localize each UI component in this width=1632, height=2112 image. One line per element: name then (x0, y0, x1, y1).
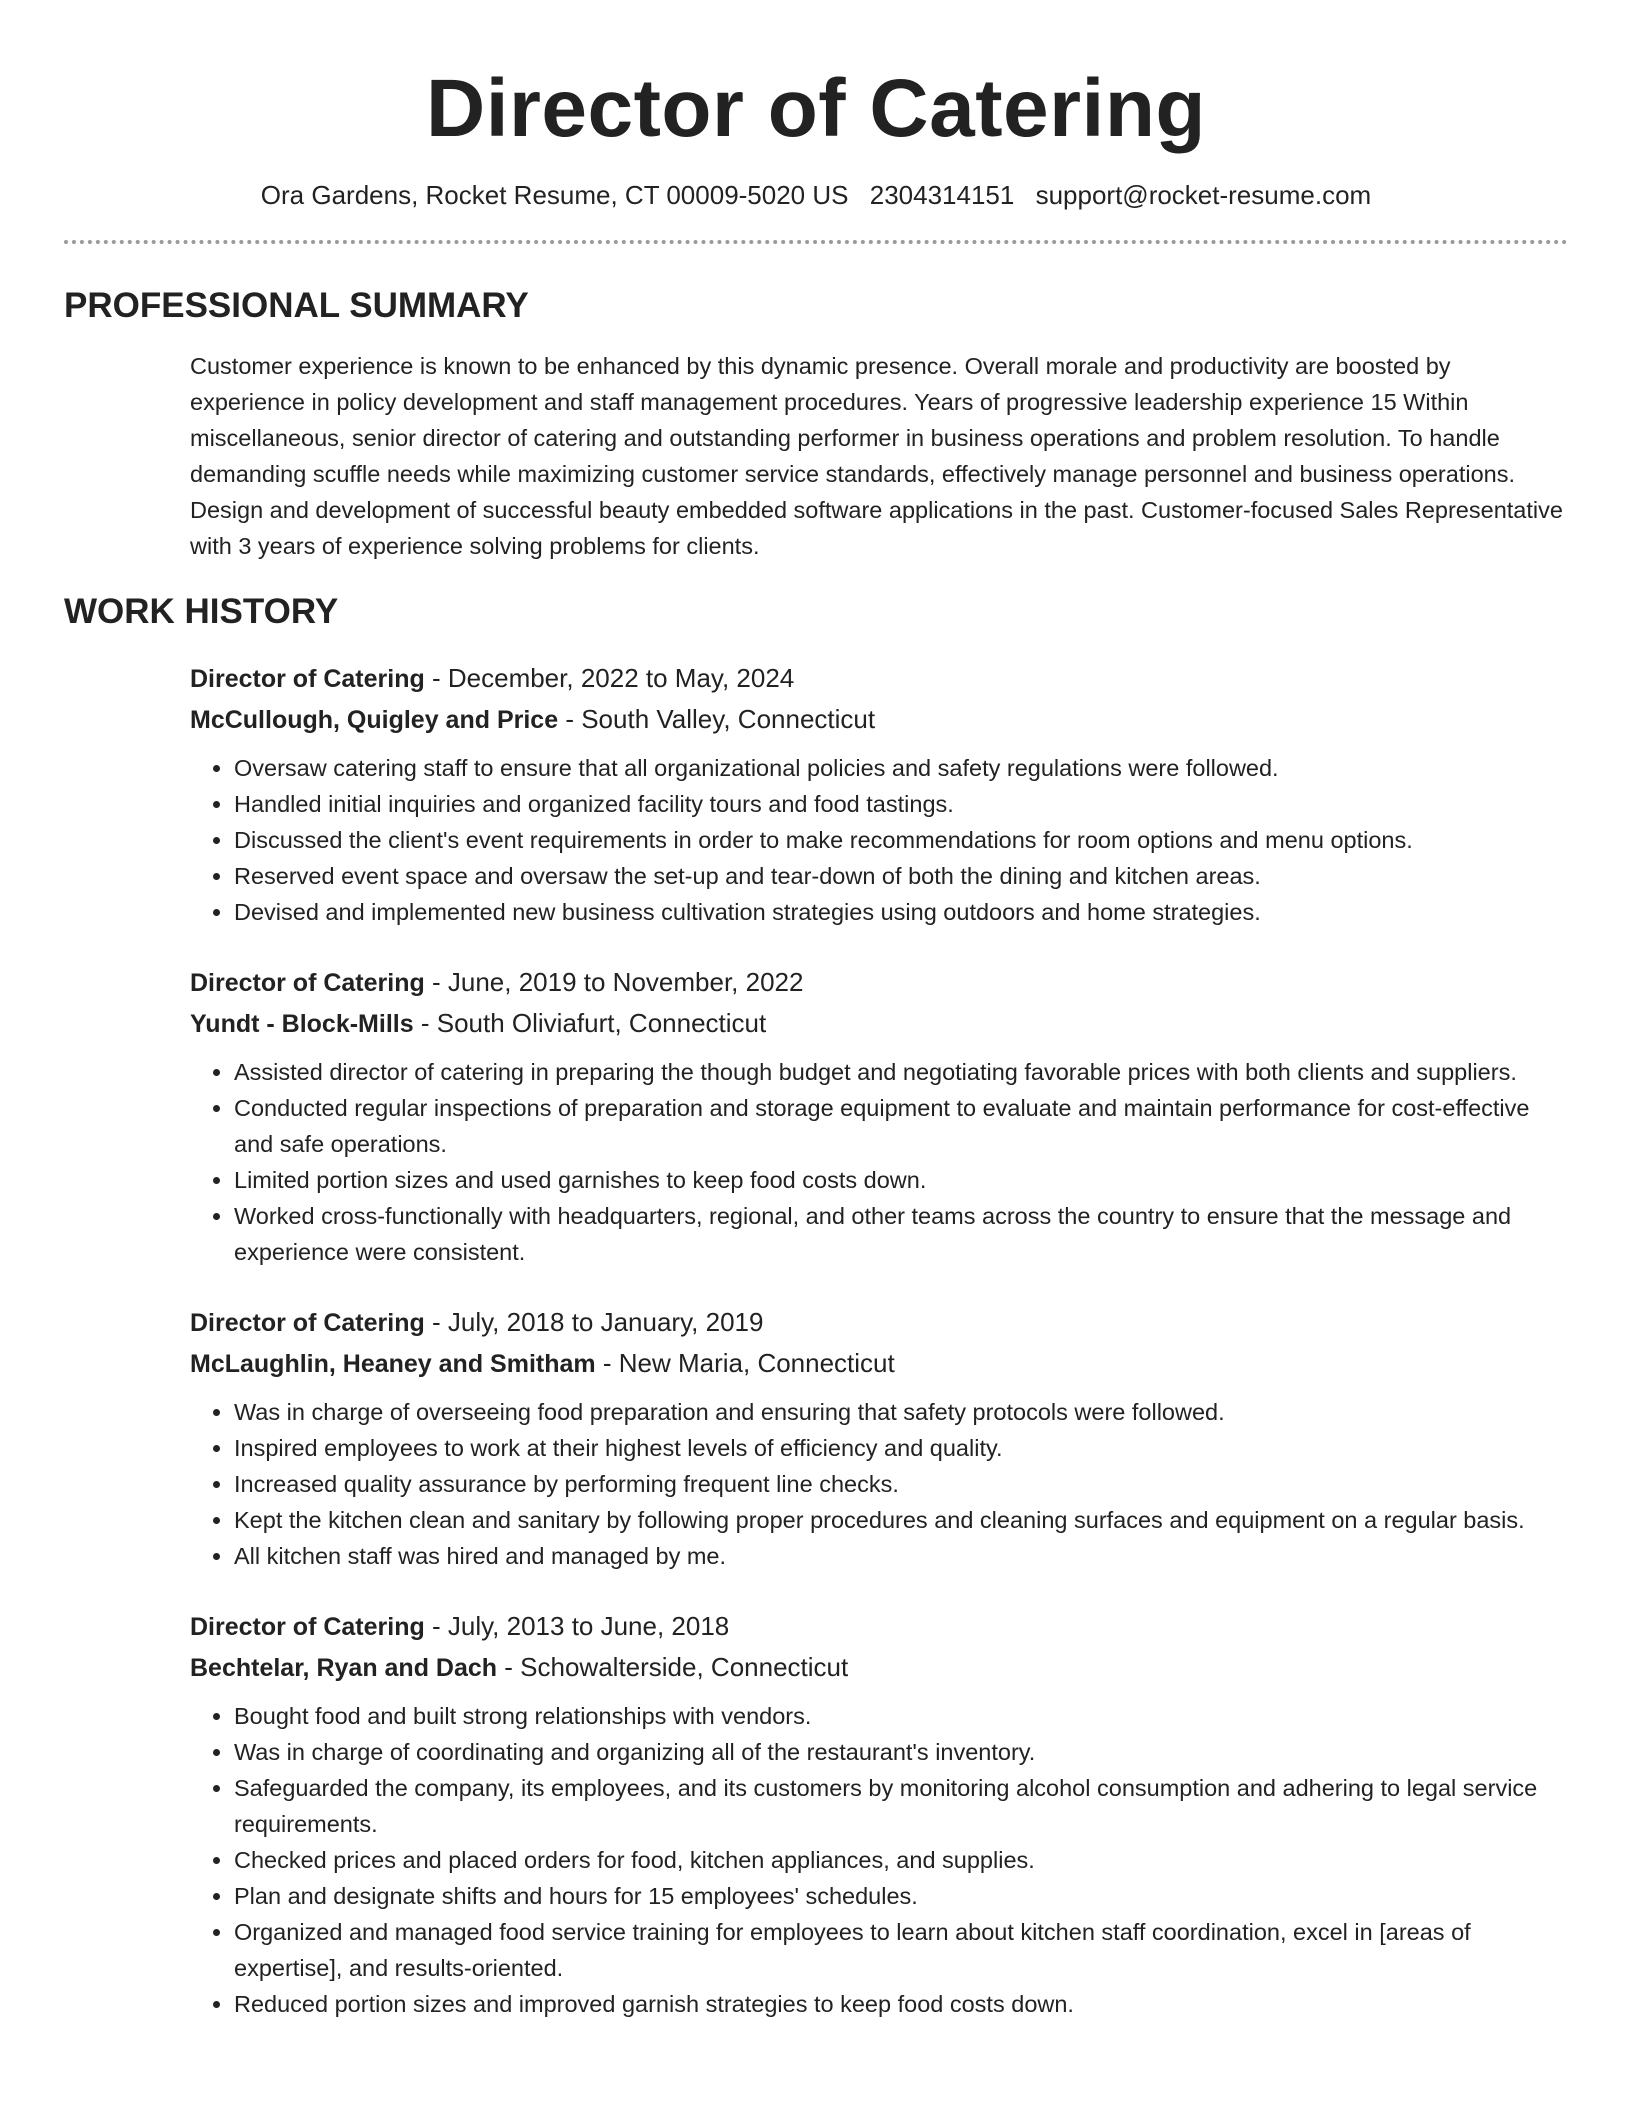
job-company: Yundt - Block-Mills (190, 1010, 414, 1038)
job-role-line (190, 658, 1568, 699)
job-company-line (190, 1003, 1568, 1044)
job-dates: - June, 2019 to November, 2022 (424, 967, 804, 997)
job-entry (190, 1606, 1568, 2022)
job-bullet: • Safeguarded the company, its employees, and its customers by monitoring alcohol consumption and adhering to legal service requirements. (234, 1770, 1568, 1842)
contact-phone[interactable]: 2304314151 (869, 180, 1015, 210)
job-role: Director of Catering (190, 1309, 425, 1337)
job-bullet: • Was in charge of overseeing food preparation and ensuring that safety protocols were followed. (234, 1394, 1568, 1430)
job-role-line (190, 962, 1568, 1003)
job-bullet: • Kept the kitchen clean and sanitary by following proper procedures and cleaning surfaces and equipment on a regular basis. (234, 1502, 1568, 1538)
job-bullet: • Oversaw catering staff to ensure that all organizational policies and safety regulations were followed. (234, 750, 1568, 786)
resume-title: Director of Catering (426, 63, 1206, 154)
job-bullet: • Limited portion sizes and used garnishes to keep food costs down. (234, 1162, 1568, 1198)
job-bullet: • Reduced portion sizes and improved garnish strategies to keep food costs down. (234, 1986, 1568, 2022)
job-bullets (190, 1054, 1568, 1270)
job-company: McLaughlin, Heaney and Smitham (190, 1350, 596, 1378)
job-list (190, 658, 1568, 2022)
job-bullet: • All kitchen staff was hired and managed by me. (234, 1538, 1568, 1574)
job-company-line (190, 1343, 1568, 1384)
job-bullets (190, 1698, 1568, 2022)
work-history-section (64, 590, 1568, 2022)
job-bullet: • Was in charge of coordinating and organizing all of the restaurant's inventory. (234, 1734, 1568, 1770)
job-bullet: • Inspired employees to work at their highest levels of efficiency and quality. (234, 1430, 1568, 1466)
work-history-heading: WORK HISTORY (64, 592, 339, 631)
job-bullet: • Assisted director of catering in preparing the though budget and negotiating favorable prices with both clients and suppliers. (234, 1054, 1568, 1090)
job-role: Director of Catering (190, 1613, 425, 1641)
job-bullet: • Checked prices and placed orders for food, kitchen appliances, and supplies. (234, 1842, 1568, 1878)
professional-summary-section (64, 284, 1568, 564)
summary-text: Customer experience is known to be enhanced by this dynamic presence. Overall morale and productivity are boosted by experience in policy development and staff management procedures. Years of progressive leadership experience 15 Within miscellaneous, senior director of catering and outstanding performer in business operations and problem resolution. To handle demanding scuffle needs while maximizing customer service standards, effectively manage personnel and business operations. Design and development of successful beauty embedded software applications in the past. Customer-focused Sales Representative with 3 years of experience solving problems for clients. (190, 353, 1563, 559)
job-bullet: • Worked cross-functionally with headquarters, regional, and other teams across the country to ensure that the message and experience were consistent. (234, 1198, 1568, 1270)
job-entry (190, 962, 1568, 1270)
job-bullets (190, 1394, 1568, 1574)
job-company: McCullough, Quigley and Price (190, 706, 559, 734)
job-dates: - July, 2013 to June, 2018 (424, 1611, 730, 1641)
job-bullet: • Plan and designate shifts and hours for 15 employees' schedules. (234, 1878, 1568, 1914)
job-dates: - December, 2022 to May, 2024 (424, 663, 795, 693)
contact-line (64, 178, 1568, 212)
job-bullet: • Devised and implemented new business cultivation strategies using outdoors and home strategies. (234, 894, 1568, 930)
job-company-line (190, 1647, 1568, 1688)
job-bullets (190, 750, 1568, 930)
job-role: Director of Catering (190, 665, 425, 693)
job-role-line (190, 1606, 1568, 1647)
job-role-line (190, 1302, 1568, 1343)
job-bullet: • Increased quality assurance by performing frequent line checks. (234, 1466, 1568, 1502)
job-company-line (190, 699, 1568, 740)
job-dates: - July, 2018 to January, 2019 (424, 1307, 764, 1337)
job-bullet: • Handled initial inquiries and organized facility tours and food tastings. (234, 786, 1568, 822)
job-location: - South Oliviafurt, Connecticut (413, 1008, 767, 1038)
job-role: Director of Catering (190, 969, 425, 997)
job-bullet: • Reserved event space and oversaw the set-up and tear-down of both the dining and kitchen areas. (234, 858, 1568, 894)
job-entry (190, 1302, 1568, 1574)
job-bullet: • Conducted regular inspections of preparation and storage equipment to evaluate and maintain performance for cost-effective and safe operations. (234, 1090, 1568, 1162)
job-entry (190, 658, 1568, 930)
job-bullet: • Discussed the client's event requirements in order to make recommendations for room options and menu options. (234, 822, 1568, 858)
header-divider (64, 240, 1568, 244)
contact-address: Ora Gardens, Rocket Resume, CT 00009-5020 US (260, 180, 849, 210)
job-bullet: • Organized and managed food service training for employees to learn about kitchen staff coordination, excel in [areas of expertise], and results-oriented. (234, 1914, 1568, 1986)
job-location: - New Maria, Connecticut (595, 1348, 895, 1378)
contact-email[interactable]: support@rocket-resume.com (1035, 180, 1372, 210)
job-location: - South Valley, Connecticut (558, 704, 876, 734)
job-location: - Schowalterside, Connecticut (497, 1652, 849, 1682)
summary-heading: PROFESSIONAL SUMMARY (64, 286, 529, 325)
job-company: Bechtelar, Ryan and Dach (190, 1654, 498, 1682)
job-bullet: • Bought food and built strong relationships with vendors. (234, 1698, 1568, 1734)
